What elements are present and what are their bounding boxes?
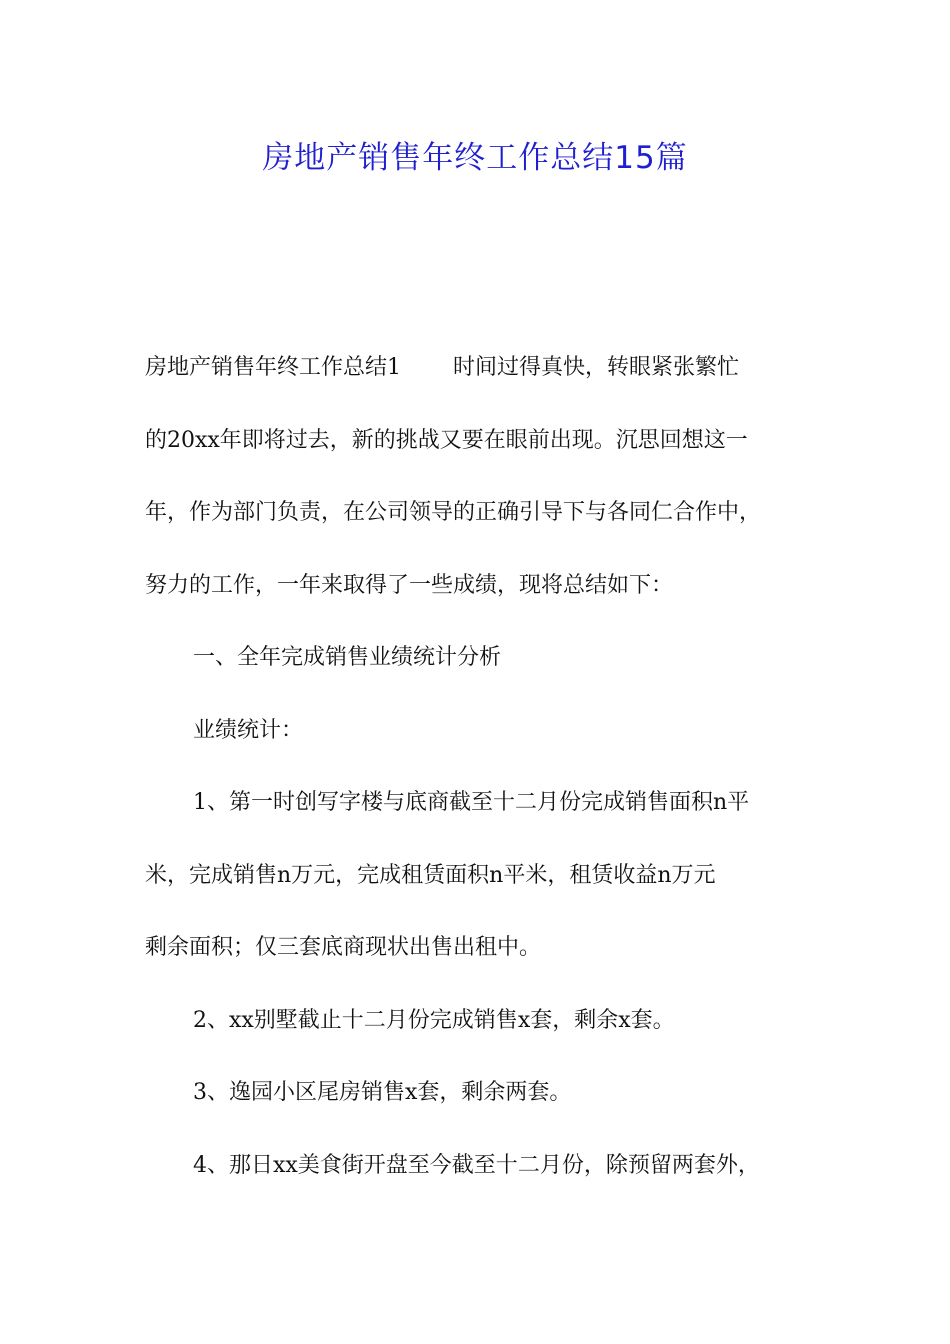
paragraph-line: 年，作为部门负责，在公司领导的正确引导下与各同仁合作中， (145, 500, 762, 525)
subsection-label: 业绩统计： (193, 717, 304, 743)
paragraph-line: 米，完成销售n万元，完成租赁面积n平米，租赁收益n万元 (145, 862, 716, 888)
paragraph-line: 剩余面积；仅三套底商现状出售出租中。 (145, 935, 542, 960)
paragraph-line: 努力的工作，一年来取得了一些成绩，现将总结如下： (145, 572, 674, 598)
paragraph-text: 时间过得真快，转眼紧张繁忙 (453, 355, 740, 380)
list-item: 2、xx别墅截止十二月份完成销售x套，剩余x套。 (193, 1007, 675, 1033)
paragraph-line: 的20xx年即将过去，新的挑战又要在眼前出现。沉思回想这一 (145, 427, 748, 453)
list-item: 1、第一时创写字楼与底商截至十二月份完成销售面积n平 (193, 790, 750, 815)
paragraph-line (145, 332, 825, 405)
list-item: 3、逸园小区尾房销售x套，剩余两套。 (193, 1080, 572, 1105)
list-item: 4、那日xx美食街开盘至今截至十二月份，除预留两套外， (193, 1152, 760, 1178)
document-body (145, 332, 825, 1202)
subsection-heading: 一、全年完成销售业绩统计分析 (193, 645, 502, 670)
section-heading: 房地产销售年终工作总结1 (145, 355, 401, 380)
document-title: 房地产销售年终工作总结15篇 (262, 140, 688, 176)
